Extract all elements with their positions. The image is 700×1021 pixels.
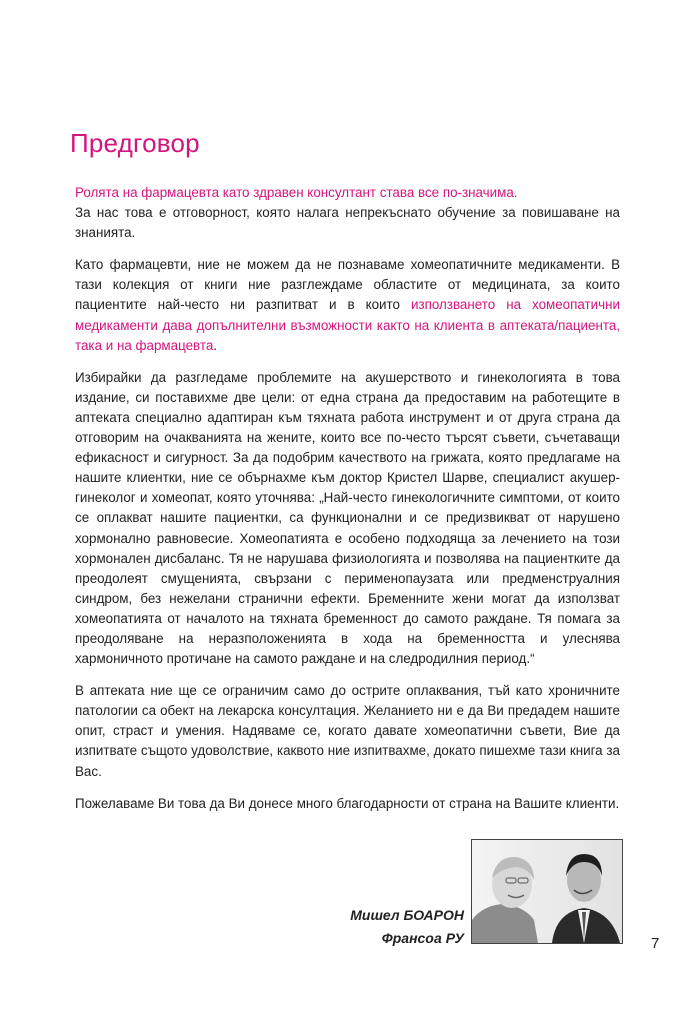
paragraph-4: В аптеката ние ще се ограничим само до острите оплаквания, тъй като хроничните патологии са обект на лекарска консултация. Желанието ни е да Ви предадем нашите опит, страст и умения. Надяваме се, когато давате хомеопатични съвети, Вие да изпитвате същото удоволствие, каквото ние изпитвахме, докато пишехме тази книга за Вас. <box>75 683 620 779</box>
paragraph-5: Пожелаваме Ви това да Ви донесе много благодарности от страна на Вашите клиенти. <box>75 795 620 811</box>
paragraph-text: За нас това е отговорност, която налага непрекъснато обучение за повишаване на знанията. <box>75 205 620 241</box>
signature-2: Франсоа РУ <box>381 930 464 946</box>
highlight-text: Ролята на фармацевта като здравен консултант става все по-значима. <box>75 185 518 200</box>
page-title: Предговор <box>70 128 200 158</box>
preface-body <box>75 183 620 826</box>
paragraph-2 <box>75 255 620 355</box>
paragraph-end: . <box>213 337 218 353</box>
highlight-text: използването на хомеопатични медикаменти дава допълнителни възможности както на клиента в аптеката/пациента, така и на фармацевта <box>75 297 621 353</box>
paragraph-text: Като фармацевти, ние не можем да не познаваме хомеопатичните медикаменти. В тази колекция от книги ние разглеждаме областите от медицината, за които пациентите най-често ни разпитват и в които <box>75 257 620 313</box>
paragraph-3: Избирайки да разгледаме проблемите на акушерството и гинекологията в това издание, си поставихме две цели: от една страна да предоставим на работещите в аптеката специално адаптиран към тяхната работа инструмент и от друга страна да отговорим на очакванията на жените, които все по-често търсят съвети, съчетаващи ефикасност и сигурност. За да подобрим качеството на грижата, която предлагаме на нашите клиентки, ние се обърнахме към доктор Кристел Шарве, специалист акушер-гинеколог и хомеопат, която уточнява: „Най-често гинекологичните симптоми, от които се оплакват нашите пациентки, са функционални и се предизвикват от нарушено хормонално равновесие. Хомеопатията е особено подходяща за лечението на този хормонален дисбаланс. Тя не нарушава физиологията и позволява на пациентките да преодолеят смущенията, свързани с перименопаузата или предменструалния синдром, без нежелани странични ефекти. Бременните жени могат да използват хомеопатията от началото на тяхната бременност до самото раждане. Тя помага за преодоляване на неразположенията в хода на бременността и улеснява хармоничното протичане на самото раждане и на следродилния период.“ <box>75 369 620 667</box>
authors-photo-illustration <box>472 840 622 943</box>
page-number: 7 <box>651 935 660 952</box>
authors-photo <box>471 839 623 944</box>
paragraph-1 <box>75 183 620 243</box>
signature-1: Мишел БОАРОН <box>350 907 464 923</box>
